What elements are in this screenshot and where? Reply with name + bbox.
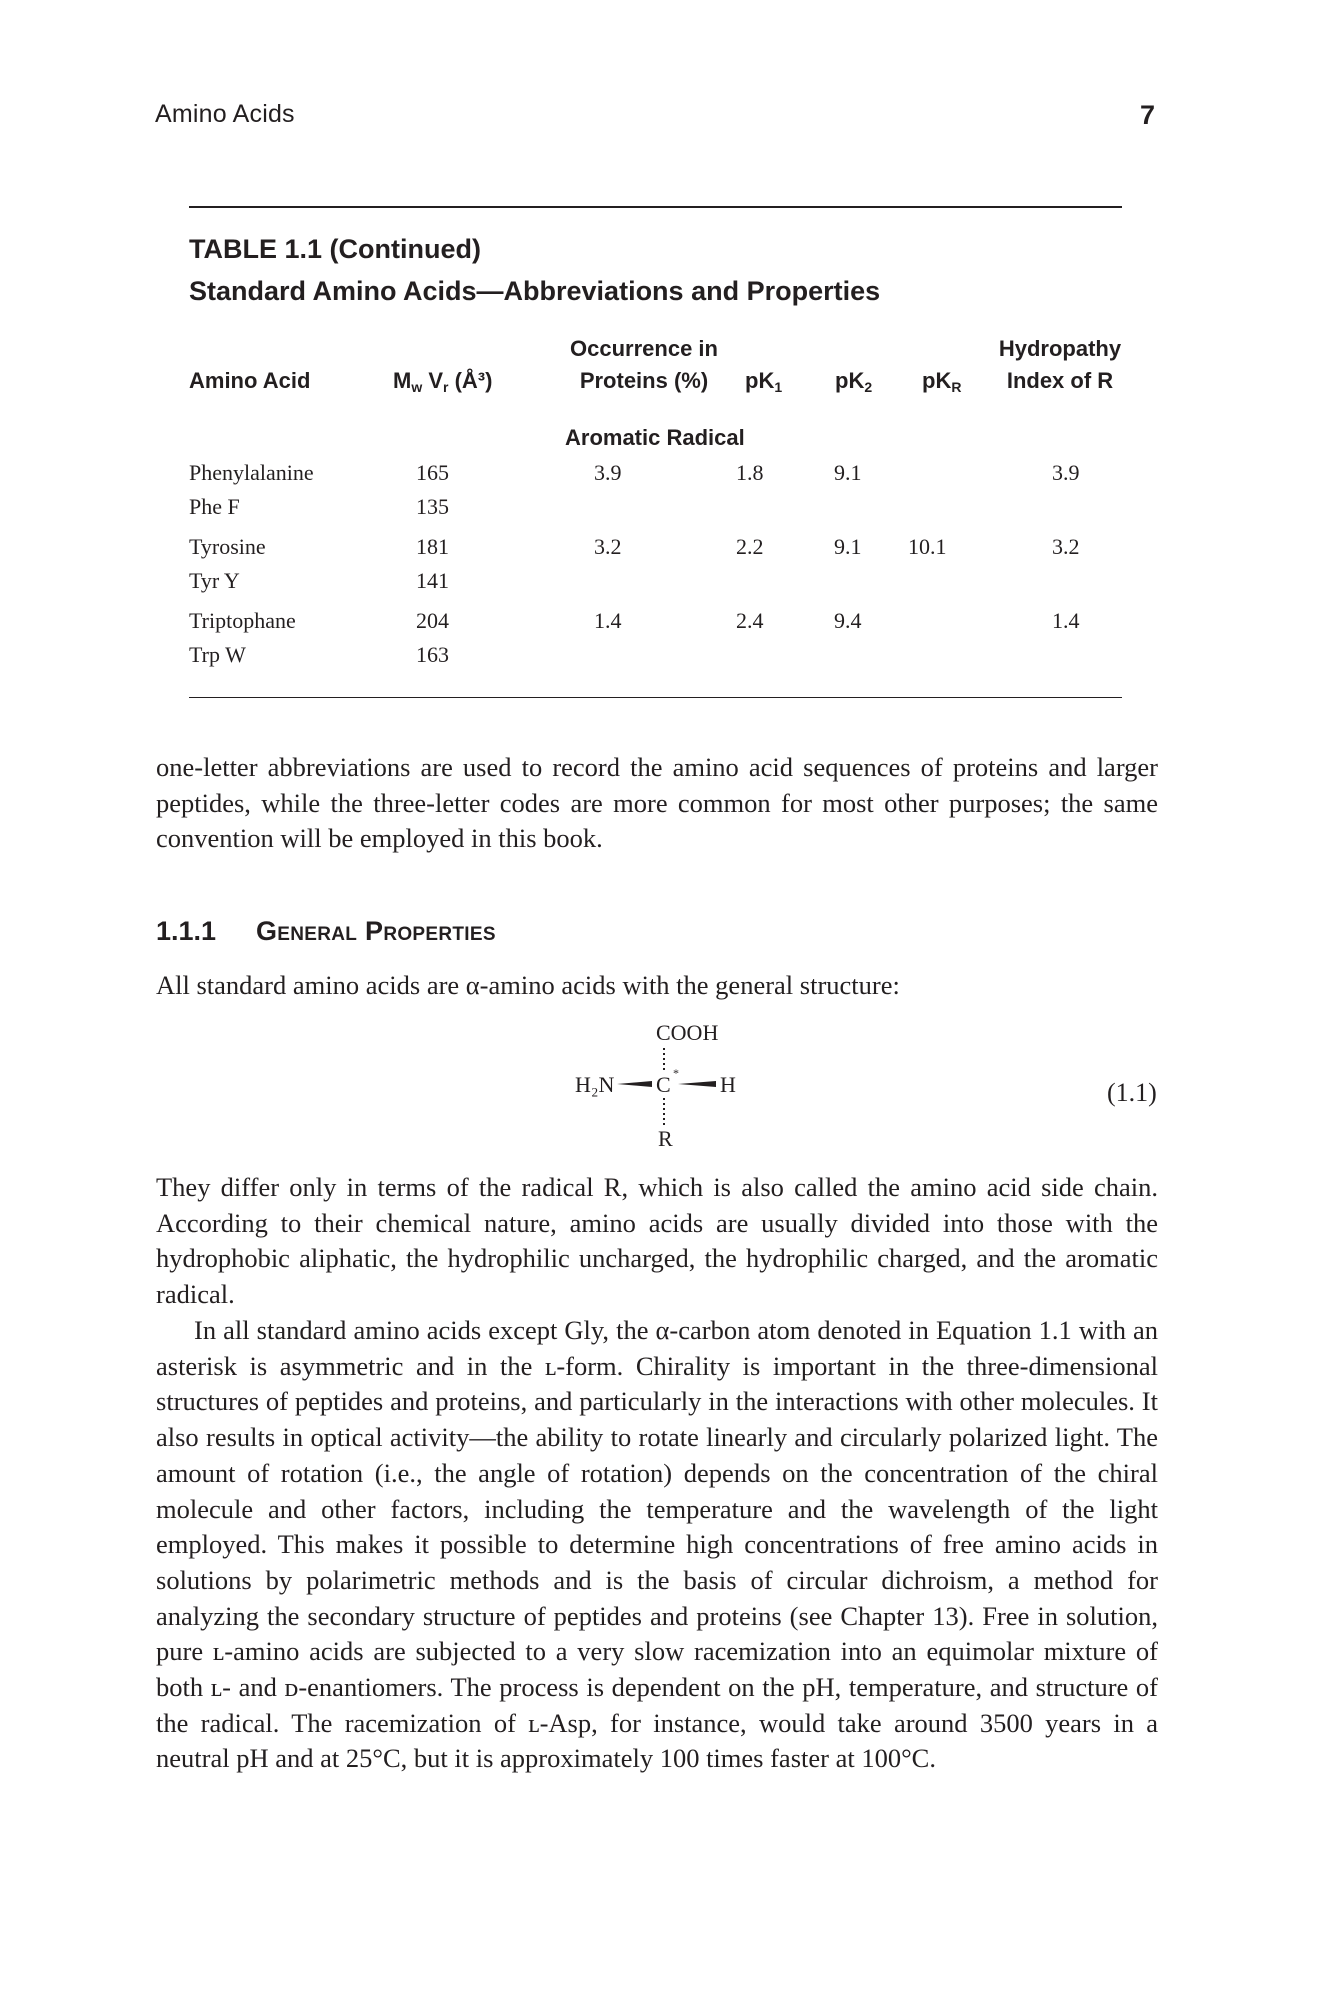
structure-bonds	[560, 1040, 760, 1140]
table-cell-pk2: 9.1	[834, 534, 862, 559]
body-paragraph: one-letter abbreviations are used to record the amino acid sequences of proteins and larger peptides, while the three-letter codes are more common for most other purposes; the same convention will be employed in this book.	[156, 752, 1158, 854]
table-caption-title: TABLE 1.1 (Continued)	[189, 234, 481, 264]
table-cell-mw: 204	[416, 608, 449, 633]
section-title: General Properties	[256, 916, 496, 946]
table-cell-hydropathy: 1.4	[1052, 608, 1080, 633]
equation-number: (1.1)	[1107, 1078, 1157, 1107]
column-header-amino-acid: Amino Acid	[189, 368, 311, 393]
table-cell-pk2: 9.1	[834, 460, 862, 485]
table-cell-pk2: 9.4	[834, 608, 862, 633]
table-cell-name: Phenylalanine	[189, 460, 314, 485]
structure-alpha-carbon: C	[656, 1072, 671, 1097]
table-cell-name: Triptophane	[189, 608, 296, 633]
table-cell-occurrence: 3.9	[594, 460, 622, 485]
table-cell-abbr: Trp W	[189, 642, 246, 667]
table-cell-hydropathy: 3.9	[1052, 460, 1080, 485]
structure-amino-group: H₂N	[575, 1072, 615, 1097]
table-caption	[189, 228, 880, 312]
structure-radical: R	[658, 1126, 673, 1151]
table-cell-pkr: 10.1	[908, 534, 947, 559]
page-number: 7	[1140, 100, 1156, 130]
wedge-left	[617, 1081, 652, 1087]
column-header-pk2: $pK_2$	[835, 368, 873, 395]
structure-cooh: COOH	[656, 1020, 719, 1045]
table-cell-vr: 163	[416, 642, 449, 667]
column-header-pkr: $pK_R$	[922, 368, 962, 395]
table-cell-name: Tyrosine	[189, 534, 266, 559]
table-top-rule	[189, 206, 1122, 208]
table-cell-abbr: Phe F	[189, 494, 240, 519]
running-header: Amino Acids	[155, 100, 295, 128]
body-paragraph: In all standard amino acids except Gly, the α-carbon atom denoted in Equation 1.1 with an asterisk is asymmetric and in the ʟ-form. Chirality is important in the three-dimensional structures of peptides and proteins, and particularly in the interactions with other molecules. It also results in optical activity—the ability to rotate linearly and circularly polarized light. The amount of rotation (i.e., the angle of rotation) depends on the concentration of the chiral molecule and other factors, including the temperature and the wavelength of the light employed. This makes it possible to determine high concentrations of free amino acids in solutions by polarimetric methods and is the basis of circular dichroism, a method for analyzing the secondary structure of peptides and proteins (see Chapter 13). Free in solution, pure ʟ-amino acids are subjected to a very slow racemization into an equimolar mixture of both ʟ- and ᴅ-enantiomers. The process is dependent on the pH, temperature, and structure of the radical. The racemization of ʟ-Asp, for instance, would take around 3500 years in a neutral pH and at 25°C, but it is approximately 100 times faster at 100°C.	[156, 1315, 1158, 1774]
structure-asterisk: *	[673, 1066, 679, 1080]
table-cell-hydropathy: 3.2	[1052, 534, 1080, 559]
table-cell-pk1: 2.2	[736, 534, 764, 559]
table-caption-subtitle: Standard Amino Acids—Abbreviations and Properties	[189, 276, 881, 306]
body-paragraph: They differ only in terms of the radical R, which is also called the amino acid side chain. According to their chemical nature, amino acids are usually divided into those with the hydrophobic aliphatic, the hydrophilic uncharged, the hydrophilic charged, and the aromatic radical.	[156, 1172, 1158, 1310]
column-header-pk1: $pK_1$	[745, 368, 783, 395]
table-bottom-rule	[189, 697, 1122, 698]
wedge-right	[678, 1081, 716, 1087]
column-header-occurrence: Occurrence in Proteins (%)	[570, 336, 718, 393]
table-cell-pk1: 1.8	[736, 460, 764, 485]
section-number: 1.1.1	[156, 916, 217, 946]
table-cell-mw: 181	[416, 534, 449, 559]
table-cell-mw: 165	[416, 460, 449, 485]
table-cell-vr: 135	[416, 494, 449, 519]
structure-hydrogen: H	[720, 1072, 736, 1097]
body-paragraph: All standard amino acids are α-amino acids with the general structure:	[156, 970, 900, 1000]
table-cell-abbr: Tyr Y	[189, 568, 240, 593]
column-header-hydropathy: Hydropathy Index of R	[998, 336, 1122, 393]
table-group-label: Aromatic Radical	[565, 425, 745, 450]
table-cell-occurrence: 1.4	[594, 608, 622, 633]
table-cell-vr: 141	[416, 568, 449, 593]
table-cell-pk1: 2.4	[736, 608, 764, 633]
table-cell-occurrence: 3.2	[594, 534, 622, 559]
column-header-mw-vr: $M_w$ $V_r$ (Å³)	[393, 368, 493, 395]
